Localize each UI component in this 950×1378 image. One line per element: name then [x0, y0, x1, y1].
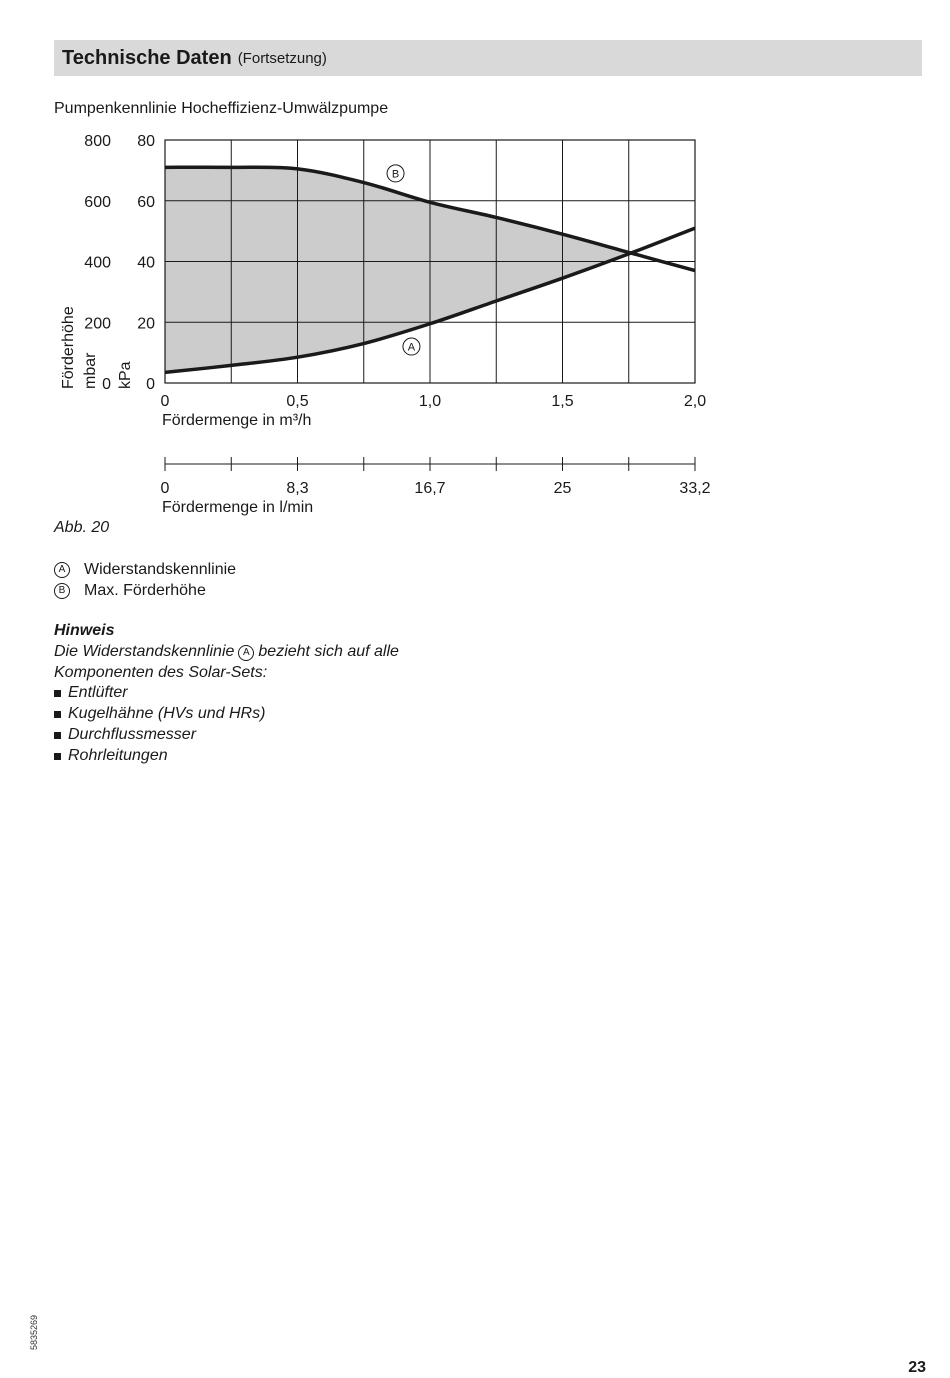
section-subtitle: (Fortsetzung) — [237, 49, 327, 67]
y-unit-kpa-label: kPa — [117, 361, 134, 389]
curve-marker-a-label: A — [407, 341, 416, 354]
pump-curve-chart — [0, 0, 950, 540]
bullet-icon — [54, 753, 61, 760]
y-tick-label-mbar: 0 — [102, 376, 111, 393]
note-item — [54, 746, 399, 767]
note-block — [54, 621, 399, 767]
page-number: 23 — [908, 1359, 926, 1376]
x-tick-label-m3h: 1,5 — [551, 393, 574, 410]
y-axis-label: Förderhöhe — [60, 306, 77, 389]
marker-b-icon: B — [54, 583, 70, 599]
bullet-icon — [54, 732, 61, 739]
x-axis-label-m3h: Fördermenge in m³/h — [162, 412, 312, 429]
note-item-text: Rohrleitungen — [68, 746, 168, 764]
legend-text-b: Max. Förderhöhe — [84, 581, 206, 599]
x2-tick-label-lmin: 33,2 — [679, 480, 711, 497]
y-tick-label-kpa: 0 — [146, 376, 155, 393]
note-item — [54, 683, 399, 704]
x2-tick-label-lmin: 25 — [553, 480, 572, 497]
note-line-1-suffix: bezieht sich auf alle — [258, 642, 399, 660]
y-tick-label-kpa: 40 — [137, 254, 155, 272]
marker-a-icon: A — [54, 562, 70, 578]
x2-tick-label-lmin: 0 — [160, 480, 170, 497]
x-tick-label-m3h: 2,0 — [683, 393, 707, 410]
y-tick-label-mbar: 400 — [84, 254, 111, 272]
legend — [54, 559, 236, 601]
note-item-text: Durchflussmesser — [68, 725, 197, 743]
y-tick-label-kpa: 60 — [137, 193, 155, 211]
section-title: Technische Daten — [62, 46, 232, 69]
marker-a-inline-icon: A — [238, 645, 254, 661]
x-axis-label-lmin: Fördermenge in l/min — [162, 499, 314, 516]
note-item-text: Entlüfter — [68, 684, 128, 702]
legend-item-b — [54, 580, 236, 601]
note-line-1-prefix: Die Widerstandskennlinie — [54, 642, 235, 660]
y-tick-label-kpa: 80 — [137, 133, 155, 150]
note-line-2: Komponenten des Solar-Sets: — [54, 663, 268, 681]
note-item — [54, 725, 399, 746]
x2-tick-label-lmin: 8,3 — [286, 480, 309, 497]
figure-label: Abb. 20 — [54, 519, 110, 536]
curve-marker-b-label: B — [391, 168, 400, 181]
document-number: 5835269 — [29, 1314, 39, 1350]
y-tick-label-kpa: 20 — [137, 315, 155, 333]
x-tick-label-m3h: 1,0 — [418, 393, 442, 410]
x2-tick-label-lmin: 16,7 — [414, 480, 446, 497]
y-tick-label-mbar: 600 — [84, 193, 111, 211]
chart-caption: Pumpenkennlinie Hocheffizienz-Umwälzpumpe — [54, 100, 389, 117]
legend-item-a — [54, 559, 236, 580]
note-line-1 — [54, 642, 399, 663]
note-item — [54, 704, 399, 725]
y-tick-label-mbar: 200 — [84, 315, 111, 333]
bullet-icon — [54, 690, 61, 697]
x-tick-label-m3h: 0,5 — [286, 393, 309, 410]
note-title: Hinweis — [54, 622, 115, 639]
y-tick-label-mbar: 800 — [84, 133, 111, 150]
y-unit-mbar-label: mbar — [82, 352, 99, 389]
note-item-text: Kugelhähne (HVs und HRs) — [68, 705, 266, 723]
bullet-icon — [54, 711, 61, 718]
x-tick-label-m3h: 0 — [160, 393, 170, 410]
legend-text-a: Widerstandskennlinie — [84, 560, 237, 578]
